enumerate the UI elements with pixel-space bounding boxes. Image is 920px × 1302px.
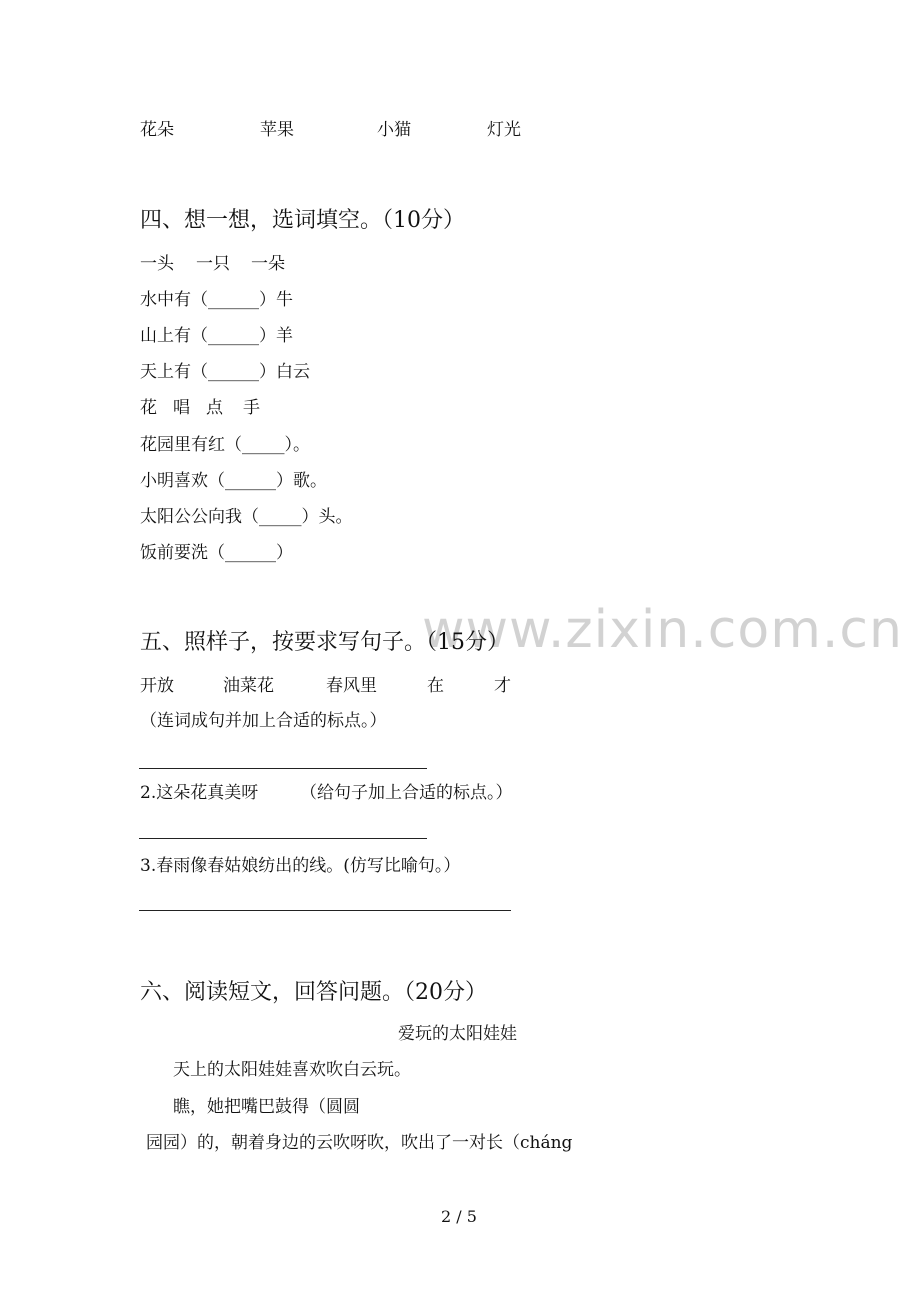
story-title: 爱玩的太阳娃娃 [398, 1024, 517, 1044]
choice-word: 点 [206, 398, 223, 418]
watermark: www.zixin.com.cn [422, 600, 903, 660]
fill-item: 水中有（______）牛 [140, 290, 293, 310]
section6-title: 六、阅读短文，回答问题。（20分） [140, 980, 487, 1005]
word-tile: 才 [494, 676, 511, 696]
choice-word: 一头 [140, 254, 174, 274]
fill-item: 花园里有红（_____）。 [140, 435, 310, 455]
story-line: 园园）的，朝着身边的云吹呀吹，吹出了一对长（cháng [146, 1133, 573, 1153]
choice-word: 一只 [196, 254, 230, 274]
word-tile: 油菜花 [223, 676, 274, 696]
page-number: 2 / 5 [441, 1207, 477, 1226]
section5-title: 五、照样子，按要求写句子。（15分） [140, 630, 509, 655]
top-word-1: 花朵 [140, 120, 174, 140]
choice-word: 唱 [173, 398, 190, 418]
top-word-3: 小猫 [377, 120, 411, 140]
word-tile: 开放 [140, 676, 174, 696]
choice-word: 手 [243, 398, 260, 418]
instruction-1: （连词成句并加上合适的标点。） [140, 711, 387, 731]
word-tile: 春风里 [326, 676, 377, 696]
choice-word: 一朵 [251, 254, 285, 274]
top-word-4: 灯光 [487, 120, 521, 140]
answer-line-1 [139, 768, 427, 769]
word-tile: 在 [427, 676, 444, 696]
fill-item: 饭前要洗（______） [140, 543, 293, 563]
question-2: 2.这朵花真美呀 [140, 783, 259, 803]
story-line: 瞧，她把嘴巴鼓得（圆圆 [173, 1097, 360, 1117]
answer-line-3 [139, 910, 511, 911]
answer-line-2 [139, 838, 427, 839]
top-word-2: 苹果 [260, 120, 294, 140]
story-line: 天上的太阳娃娃喜欢吹白云玩。 [173, 1060, 411, 1080]
section4-title: 四、想一想，选词填空。（10分） [140, 208, 465, 233]
fill-item: 山上有（______）羊 [140, 326, 293, 346]
fill-item: 小明喜欢（______）歌。 [140, 471, 327, 491]
fill-item: 太阳公公向我（_____）头。 [140, 507, 353, 527]
choice-word: 花 [140, 398, 157, 418]
question-2-note: （给句子加上合适的标点。） [300, 783, 513, 803]
question-3: 3.春雨像春姑娘纺出的线。(仿写比喻句。） [140, 856, 461, 876]
fill-item: 天上有（______）白云 [140, 362, 310, 382]
